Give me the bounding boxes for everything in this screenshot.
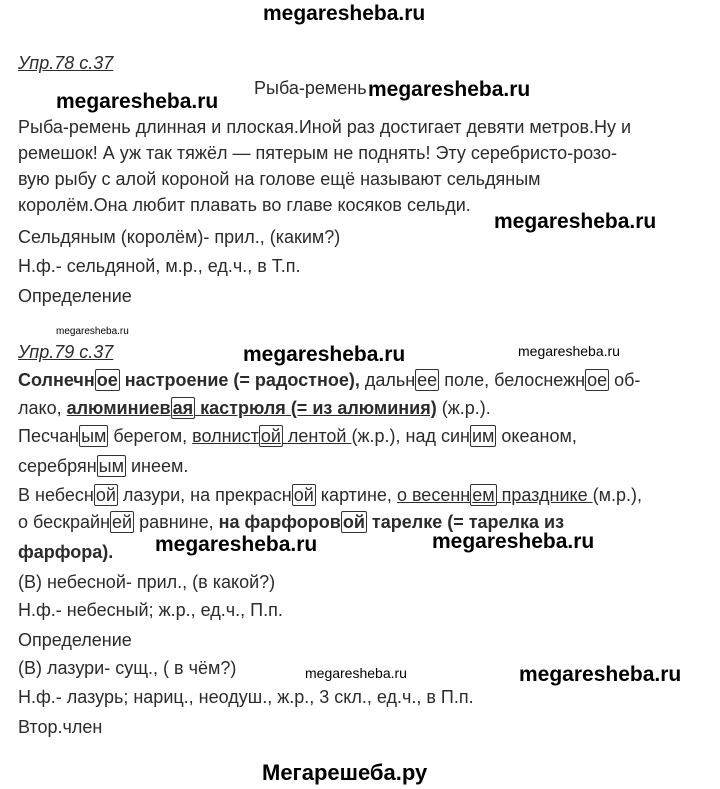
ending-box: ым	[81, 426, 107, 446]
watermark-bottom: Мегарешеба.ру	[262, 760, 428, 785]
ex78-header: Упр.78 с.37	[18, 53, 114, 73]
watermark: megaresheba.ru	[494, 210, 657, 233]
ex78-analysis-line: Определение	[18, 286, 132, 306]
watermark: megaresheba.ru	[155, 533, 318, 556]
ex79-line-1	[18, 368, 640, 392]
watermark: megaresheba.ru	[56, 326, 129, 337]
text: берегом,	[108, 426, 193, 446]
text: равнине,	[134, 512, 219, 532]
ex78-title: Рыба-ремень	[254, 78, 367, 98]
text: инеем.	[125, 456, 189, 476]
ex79-line-4	[18, 454, 188, 478]
ex79-line-6	[18, 510, 564, 534]
text: празднике	[496, 485, 593, 505]
text: волнист	[192, 426, 259, 446]
ex78-analysis-line: Н.ф.- сельдяной, м.р., ед.ч., в Т.п.	[18, 256, 301, 276]
ex79-analysis-line: (В) небесной- прил., (в какой?)	[18, 572, 276, 592]
ex78-line: вую рыбу с алой короной на голове ещё называют сельдяным	[18, 169, 541, 189]
ex78-line: ремешок! А уж так тяжёл — пятерым не поднять! Эту серебристо-розо-	[18, 143, 617, 163]
text: тарелке (= тарелка из	[366, 512, 565, 532]
ending-box: ым	[98, 456, 124, 476]
text: (ж.р.).	[436, 398, 491, 418]
text: (= из алюминия)	[285, 398, 437, 418]
text: лако,	[18, 398, 67, 418]
text: океаном,	[496, 426, 577, 446]
text: лазури, на прекрасн	[117, 485, 292, 505]
text: дальн	[359, 370, 416, 390]
ending-box: ое	[96, 370, 118, 390]
ex79-analysis-line: (В) лазури- сущ., ( в чём?)	[18, 658, 237, 678]
text: поле, белоснежн	[439, 370, 586, 390]
ending-box: ем	[472, 485, 495, 505]
text: (ж.р.), над син	[351, 426, 470, 446]
ending-box: ое	[587, 370, 608, 390]
ex79-analysis-line: Н.ф.- лазурь; нариц., неодуш., ж.р., 3 скл., ед.ч., в П.п.	[18, 687, 474, 707]
text: картине,	[315, 485, 397, 505]
ex79-analysis-line: Н.ф.- небесный; ж.р., ед.ч., П.п.	[18, 600, 283, 620]
ex79-line-7: фарфора).	[18, 542, 114, 562]
text: Солнечн	[18, 370, 95, 390]
watermark: megaresheba.ru	[368, 78, 531, 101]
ending-box: ее	[417, 370, 438, 390]
ending-box: ой	[342, 512, 365, 532]
ex79-line-2	[18, 396, 491, 420]
watermark: megaresheba.ru	[518, 343, 620, 359]
ex79-analysis-line: Определение	[18, 630, 132, 650]
text: об-	[609, 370, 641, 390]
ex79-line-3	[18, 424, 577, 448]
watermark: megaresheba.ru	[519, 663, 682, 686]
text: (м.р.),	[592, 485, 643, 505]
ending-box: ая	[172, 398, 194, 418]
text: лентой	[282, 426, 352, 446]
text: серебрян	[18, 456, 97, 476]
text: о бескрайн	[18, 512, 111, 532]
text: алюминиев	[66, 398, 171, 418]
watermark: megaresheba.ru	[243, 343, 406, 366]
ex79-header: Упр.79 с.37	[18, 342, 114, 362]
text: В небесн	[18, 485, 94, 505]
watermark: megaresheba.ru	[56, 90, 219, 113]
ending-box: ой	[293, 485, 314, 505]
text: Песчан	[18, 426, 80, 446]
watermark: megaresheba.ru	[305, 665, 407, 681]
ex79-analysis-line: Втор.член	[18, 717, 103, 737]
text: кастрюля	[195, 398, 286, 418]
text: настроение (= радостное),	[119, 370, 360, 390]
ex78-analysis-line: Сельдяным (королём)- прил., (каким?)	[18, 227, 341, 247]
ending-box: им	[471, 426, 495, 446]
ex79-line-5	[18, 483, 642, 507]
ending-box: ей	[112, 512, 133, 532]
watermark: megaresheba.ru	[432, 530, 595, 553]
ending-box: ой	[95, 485, 116, 505]
ending-box: ой	[260, 426, 281, 446]
text: о весенн	[396, 485, 471, 505]
watermark-top: megaresheba.ru	[263, 2, 426, 25]
ex78-line: Рыба-ремень длинная и плоская.Иной раз достигает девяти метров.Ну и	[18, 117, 632, 137]
text: на фарфоров	[218, 512, 341, 532]
ex78-line: королём.Она любит плавать во главе косяков сельди.	[18, 195, 471, 215]
